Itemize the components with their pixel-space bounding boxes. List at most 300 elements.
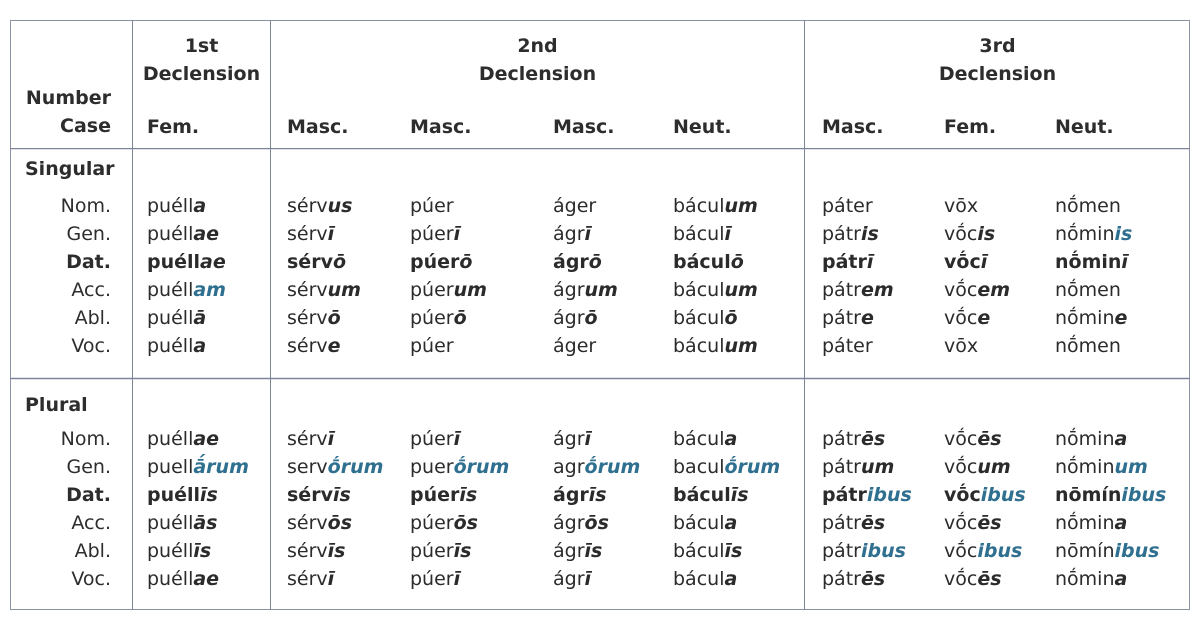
word-stem: vṓc [944,428,978,450]
declension-form [944,484,1026,506]
case-ending: ō [584,307,598,329]
word-stem: pátr [822,456,861,478]
gender-header: Neut. [1055,116,1114,138]
word-stem: ágr [553,540,585,562]
word-stem: pátr [822,307,861,329]
declension-form [673,307,738,329]
declension-form [673,512,737,534]
header-case: Case [60,115,111,137]
word-stem: vṓc [944,568,978,590]
word-stem: ágr [553,512,585,534]
case-ending: ī [584,223,592,245]
word-stem: nṓmen [1055,195,1121,217]
declension-form [147,307,206,329]
case-ending: īs [332,484,351,506]
word-stem: nṓmin [1055,223,1115,245]
case-ending: a [1114,512,1128,534]
declension-form [287,568,334,590]
header-1st-line2: Declension [142,63,261,85]
header-3rd-line2: Declension [938,63,1057,85]
case-label: Abl. [74,540,111,562]
case-label: Dat. [66,251,111,273]
declension-form [673,428,737,450]
declension-form [1055,512,1127,534]
declension-form [147,251,226,273]
word-stem: púer [410,335,454,357]
case-ending: ēs [860,428,886,450]
word-stem: puéll [147,307,194,329]
word-stem: nṓmen [1055,335,1121,357]
word-stem: páter [822,335,873,357]
case-ending: ēs [860,512,886,534]
word-stem: pátr [822,484,867,506]
declension-form [147,223,219,245]
declension-form [673,568,737,590]
case-ending: e [860,307,874,329]
word-stem: nṓmin [1055,568,1115,590]
declension-form [287,512,352,534]
case-ending: is [977,223,996,245]
case-ending: ō [724,307,738,329]
case-ending: ṓrum [453,456,510,478]
declension-form [553,484,607,506]
declension-form [944,568,1002,590]
word-stem: puell [147,456,194,478]
declension-form [410,251,472,273]
word-stem: páter [822,195,873,217]
case-ending: a [193,195,207,217]
declension-form [673,251,744,273]
gender-header: Masc. [410,116,472,138]
declension-form [822,484,912,506]
word-stem: púer [410,251,460,273]
declension-form [1055,223,1132,245]
word-stem: vṓc [944,223,978,245]
section-label-plural: Plural [25,394,88,416]
case-ending: īs [327,540,346,562]
word-stem: pátr [822,223,861,245]
case-ending: ōs [327,512,353,534]
column-divider-2nd [804,20,805,610]
header-2nd-line1: 2nd [517,35,558,57]
word-stem: púer [410,512,454,534]
case-label: Acc. [71,512,111,534]
gender-header: Masc. [553,116,615,138]
word-stem: bácul [673,307,725,329]
declension-form [553,195,596,217]
declension-form [410,223,460,245]
word-stem: ágr [553,568,585,590]
case-ending: ī [453,428,461,450]
declension-form [1055,456,1148,478]
declension-form [944,540,1022,562]
word-stem: vṓc [944,484,981,506]
declension-form [673,195,758,217]
case-ending: ae [193,428,220,450]
declension-form [410,540,471,562]
word-stem: vṓc [944,456,978,478]
declension-form [553,456,640,478]
declension-form [287,307,341,329]
word-stem: sérv [287,428,328,450]
word-stem: serv [287,456,328,478]
word-stem: nṓmin [1055,428,1115,450]
case-ending: ae [193,223,220,245]
case-ending: ēs [977,428,1002,450]
declension-form [553,307,598,329]
case-ending: īs [724,540,743,562]
declension-form [822,568,885,590]
case-label: Dat. [66,484,111,506]
case-ending: am [193,279,226,301]
case-ending: ibus [980,484,1026,506]
word-stem: pátr [822,512,861,534]
word-stem: púer [410,484,460,506]
word-stem: sérv [287,195,328,217]
case-ending: ibus [977,540,1023,562]
declension-form [822,456,894,478]
word-stem: púer [410,223,454,245]
case-ending: um [724,279,758,301]
case-ending: ēs [977,512,1002,534]
word-stem: sérv [287,512,328,534]
case-ending: is [1114,223,1133,245]
word-stem: bácul [673,279,725,301]
declension-form [410,279,487,301]
declension-form [1055,428,1127,450]
word-stem: vṓc [944,512,978,534]
word-stem: bacul [673,456,725,478]
word-stem: sérv [287,279,328,301]
word-stem: áger [553,195,597,217]
word-stem: sérv [287,223,328,245]
case-ending: e [1114,307,1128,329]
declension-form [553,335,596,357]
declension-form [673,484,749,506]
case-ending: um [327,279,361,301]
case-ending: ēs [860,568,886,590]
case-ending: ī [980,251,988,273]
case-ending: ōs [453,512,478,534]
declension-form [673,335,758,357]
case-ending: īs [730,484,749,506]
declension-form [673,279,758,301]
word-stem: pátr [822,428,861,450]
case-ending: um [724,335,758,357]
declension-form [1055,540,1159,562]
word-stem: ágr [553,223,585,245]
case-ending: ā́rum [193,456,249,478]
case-ending: ās [193,512,218,534]
declension-form [1055,568,1127,590]
word-stem: puéll [147,251,201,273]
section-divider [10,378,1190,379]
case-ending: ī [584,428,592,450]
case-ending: a [193,335,207,357]
word-stem: puéll [147,335,194,357]
case-ending: ā [193,307,207,329]
declension-form [287,484,351,506]
declension-form [822,540,906,562]
gender-header: Fem. [147,116,200,138]
word-stem: ágr [553,307,585,329]
declension-form [147,335,206,357]
case-ending: ṓrum [584,456,641,478]
declension-form [410,428,460,450]
case-ending: a [724,512,738,534]
declension-form [410,484,477,506]
case-ending: ṓrum [724,456,781,478]
word-stem: púer [410,195,454,217]
declension-form [287,195,353,217]
declension-form [410,335,454,357]
word-stem: sérv [287,540,328,562]
declension-form [822,428,885,450]
case-ending: um [1114,456,1148,478]
case-ending: ibus [860,540,906,562]
case-ending: īs [584,540,603,562]
word-stem: bácul [673,484,731,506]
declension-form [410,456,509,478]
declension-form [944,251,987,273]
case-ending: a [724,568,738,590]
case-label: Voc. [71,568,111,590]
word-stem: vṓc [944,540,978,562]
declension-form [147,512,218,534]
declension-form [553,512,609,534]
declension-form [1055,335,1121,357]
word-stem: púer [410,540,454,562]
word-stem: nōmín [1055,484,1122,506]
word-stem: nṓmin [1055,251,1122,273]
case-ending: ī [866,251,874,273]
case-ending: ibus [1114,540,1160,562]
case-ending: ṓrum [327,456,384,478]
case-label: Acc. [71,279,111,301]
word-stem: nṓmin [1055,512,1115,534]
case-ending: um [977,456,1011,478]
word-stem: ágr [553,484,589,506]
case-ending: um [724,195,758,217]
header-divider [10,148,1190,149]
gender-header: Fem. [944,116,997,138]
case-ending: um [584,279,618,301]
case-label: Gen. [66,223,111,245]
declension-form [147,279,226,301]
word-stem: nṓmin [1055,307,1115,329]
word-stem: pátr [822,251,867,273]
declension-form [147,456,249,478]
word-stem: bácul [673,568,725,590]
declension-form [673,223,731,245]
gender-header: Neut. [673,116,732,138]
declension-form [1055,279,1121,301]
word-stem: bácul [673,428,725,450]
case-label: Nom. [60,428,111,450]
gender-header: Masc. [287,116,349,138]
declension-form [147,428,219,450]
word-stem: puéll [147,195,194,217]
word-stem: ágr [553,279,585,301]
declension-form [673,540,742,562]
declension-form [287,428,334,450]
word-stem: ágr [553,251,589,273]
word-stem: vṓc [944,307,978,329]
word-stem: ágr [553,428,585,450]
case-ending: ī [327,568,335,590]
case-ending: īs [588,484,607,506]
case-ending: um [453,279,487,301]
word-stem: púer [410,568,454,590]
declension-form [410,568,460,590]
word-stem: pátr [822,568,861,590]
declension-form [147,540,211,562]
word-stem: puéll [147,540,194,562]
case-ending: um [860,456,895,478]
case-ending: ī [724,223,731,245]
declension-form [287,223,334,245]
case-ending: us [327,195,353,217]
case-ending: ibus [1121,484,1167,506]
declension-form [287,335,341,357]
declension-form [147,568,219,590]
word-stem: sérv [287,251,333,273]
word-stem: puéll [147,223,194,245]
declension-form [944,456,1011,478]
word-stem: vōx [944,195,979,217]
declension-form [287,540,345,562]
case-ending: em [977,279,1011,301]
word-stem: sérv [287,307,328,329]
case-label: Gen. [66,456,111,478]
declension-form [944,223,995,245]
header-2nd-line2: Declension [478,63,597,85]
case-ending: ī [453,568,461,590]
word-stem: bácul [673,223,725,245]
case-ending: ī [453,223,461,245]
declension-form [287,279,361,301]
case-ending: īs [459,484,478,506]
case-ending: em [860,279,894,301]
declension-form [553,279,618,301]
word-stem: bácul [673,251,731,273]
word-stem: púer [410,279,454,301]
header-number: Number [25,87,111,109]
case-ending: is [860,223,879,245]
declension-form [822,335,873,357]
case-ending: īs [453,540,472,562]
declension-form [944,512,1002,534]
word-stem: bácul [673,335,725,357]
word-stem: vṓc [944,279,978,301]
word-stem: sérv [287,484,333,506]
case-ending: ōs [584,512,609,534]
declension-form [822,279,894,301]
declension-form [287,251,346,273]
case-ending: ō [327,307,341,329]
case-ending: ō [588,251,602,273]
case-ending: ō [332,251,347,273]
case-ending: ibus [866,484,912,506]
declension-form [944,195,978,217]
case-ending: a [724,428,738,450]
column-divider-1st [270,20,271,610]
word-stem: vōx [944,335,979,357]
declension-form [822,223,879,245]
case-ending: ae [200,251,226,273]
case-label: Abl. [74,307,111,329]
declension-form [410,307,467,329]
word-stem: nṓmen [1055,279,1121,301]
case-label: Voc. [71,335,111,357]
header-1st-line1: 1st [184,35,219,57]
declension-form [1055,251,1128,273]
declension-form [944,335,978,357]
word-stem: nōmín [1055,540,1115,562]
word-stem: puéll [147,568,194,590]
case-ending: ae [193,568,220,590]
case-ending: e [327,335,341,357]
word-stem: áger [553,335,597,357]
declension-form [1055,307,1127,329]
declension-form [410,195,454,217]
case-ending: a [1114,568,1128,590]
word-stem: bácul [673,540,725,562]
word-stem: nṓmin [1055,456,1115,478]
case-ending: ō [453,307,467,329]
word-stem: pátr [822,540,861,562]
word-stem: bácul [673,512,725,534]
case-ending: ī [584,568,592,590]
declension-form [410,512,478,534]
case-ending: ī [327,223,335,245]
case-ending: ō [459,251,473,273]
word-stem: púer [410,307,454,329]
declension-form [287,456,383,478]
declension-form [944,279,1010,301]
word-stem: púer [410,428,454,450]
word-stem: agr [553,456,585,478]
declension-form [822,195,873,217]
declension-form [553,251,602,273]
word-stem: vṓc [944,251,981,273]
case-ending: ī [327,428,335,450]
case-ending: ēs [977,568,1002,590]
case-ending: īs [193,540,212,562]
declension-form [1055,195,1121,217]
case-ending: ī [1121,251,1128,273]
word-stem: puéll [147,279,194,301]
word-stem: puéll [147,428,194,450]
declension-form [147,195,206,217]
word-stem: puéll [147,484,201,506]
column-divider-case [132,20,133,610]
word-stem: pátr [822,279,861,301]
declension-form [944,428,1002,450]
word-stem: sérv [287,335,328,357]
case-ending: ō [730,251,744,273]
declension-form [822,307,874,329]
declension-form [147,484,218,506]
word-stem: bácul [673,195,725,217]
declension-form [553,540,602,562]
section-label-singular: Singular [25,158,115,180]
gender-header: Masc. [822,116,884,138]
case-label: Nom. [60,195,111,217]
declension-form [822,251,873,273]
declension-form [553,428,591,450]
declension-form [1055,484,1166,506]
